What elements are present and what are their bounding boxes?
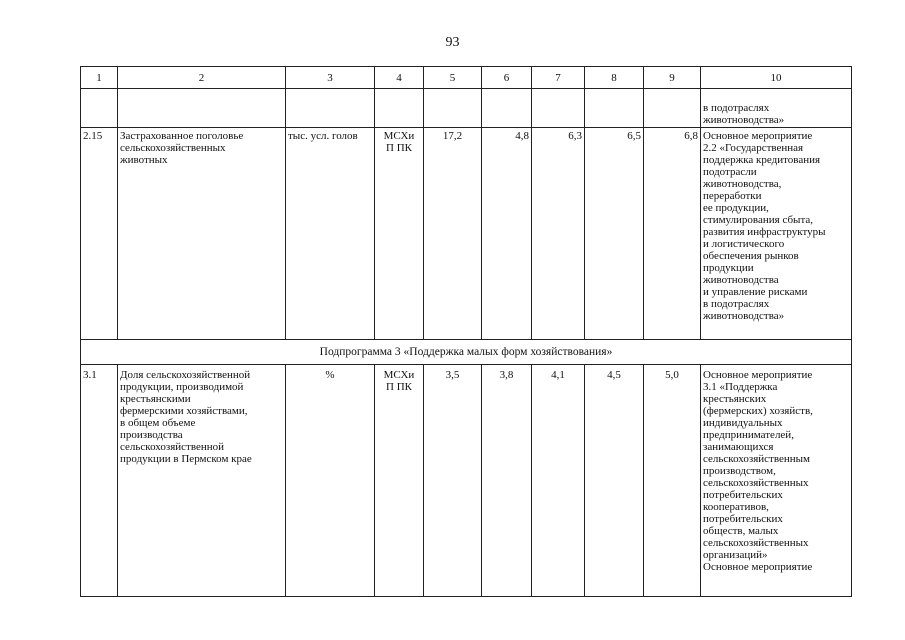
unit-cell: %: [286, 365, 375, 597]
measure-text: Основное мероприятие 3.1 «Поддержка крестьянских (фермерских) хозяйств, индивидуальных предпринимателей, занимающихся сельскохозяйственным производством, сельскохозяйственных потребительских кооперативов, потребительских обществ, малых сельскохозяйственных организаций» Основное мероприятие: [703, 369, 813, 573]
unit-cell: тыс. усл. голов: [286, 128, 375, 340]
column-number-row: [81, 67, 852, 89]
value-col7: 4,1: [532, 365, 585, 597]
column-number: 1: [81, 67, 118, 89]
empty-cell: [81, 89, 118, 128]
empty-cell: [644, 89, 701, 128]
table-row-2-15: [81, 128, 852, 340]
column-number: 9: [644, 67, 701, 89]
indicator-cell: [118, 365, 286, 597]
measure-text: Основное мероприятие 2.2 «Государственная поддержка кредитования подотрасли животноводства, переработки ее продукции, стимулирования сбыта, развития инфраструктуры и логистического обеспечения рынков продукции животноводства и управление рисками в подотраслях животноводства»: [703, 130, 826, 322]
value-col5: 3,5: [424, 365, 482, 597]
column-number: 10: [701, 67, 852, 89]
empty-cell: [286, 89, 375, 128]
empty-cell: [482, 89, 532, 128]
value-col5: 17,2: [424, 128, 482, 340]
value-col9: 5,0: [644, 365, 701, 597]
column-number: 4: [375, 67, 424, 89]
measure-cell: [701, 365, 852, 597]
empty-cell: [532, 89, 585, 128]
column-number: 8: [585, 67, 644, 89]
agency-cell: [375, 365, 424, 597]
value-col8: 4,5: [585, 365, 644, 597]
indicator-text: Доля сельскохозяйственной продукции, производимой крестьянскими фермерскими хозяйствами, в общем объеме производства сельскохозяйственной продукции в Пермском крае: [120, 369, 252, 465]
agency-text: МСХи П ПК: [383, 130, 415, 154]
value-col9: 6,8: [644, 128, 701, 340]
agency-cell: [375, 128, 424, 340]
column-number: 7: [532, 67, 585, 89]
value-col7: 6,3: [532, 128, 585, 340]
measure-cell: [701, 89, 852, 128]
page-number: 93: [445, 35, 460, 50]
indicators-table: [80, 66, 852, 597]
measure-cell: [701, 128, 852, 340]
row-number: 3.1: [81, 365, 118, 597]
empty-cell: [375, 89, 424, 128]
value-col6: 4,8: [482, 128, 532, 340]
column-number: 6: [482, 67, 532, 89]
column-number: 3: [286, 67, 375, 89]
measure-text: в подотраслях животноводства»: [703, 102, 785, 126]
table-row-3-1: [81, 365, 852, 597]
row-number: 2.15: [81, 128, 118, 340]
indicator-text: Застрахованное поголовье сельскохозяйственных животных: [120, 130, 244, 166]
agency-text: МСХи П ПК: [383, 369, 415, 393]
indicator-cell: [118, 128, 286, 340]
value-col8: 6,5: [585, 128, 644, 340]
subprogram-title: Подпрограмма 3 «Поддержка малых форм хозяйствования»: [81, 340, 852, 365]
empty-cell: [585, 89, 644, 128]
empty-cell: [424, 89, 482, 128]
value-col6: 3,8: [482, 365, 532, 597]
subprogram-row: [81, 340, 852, 365]
column-number: 5: [424, 67, 482, 89]
empty-cell: [118, 89, 286, 128]
continuation-row: [81, 89, 852, 128]
column-number: 2: [118, 67, 286, 89]
